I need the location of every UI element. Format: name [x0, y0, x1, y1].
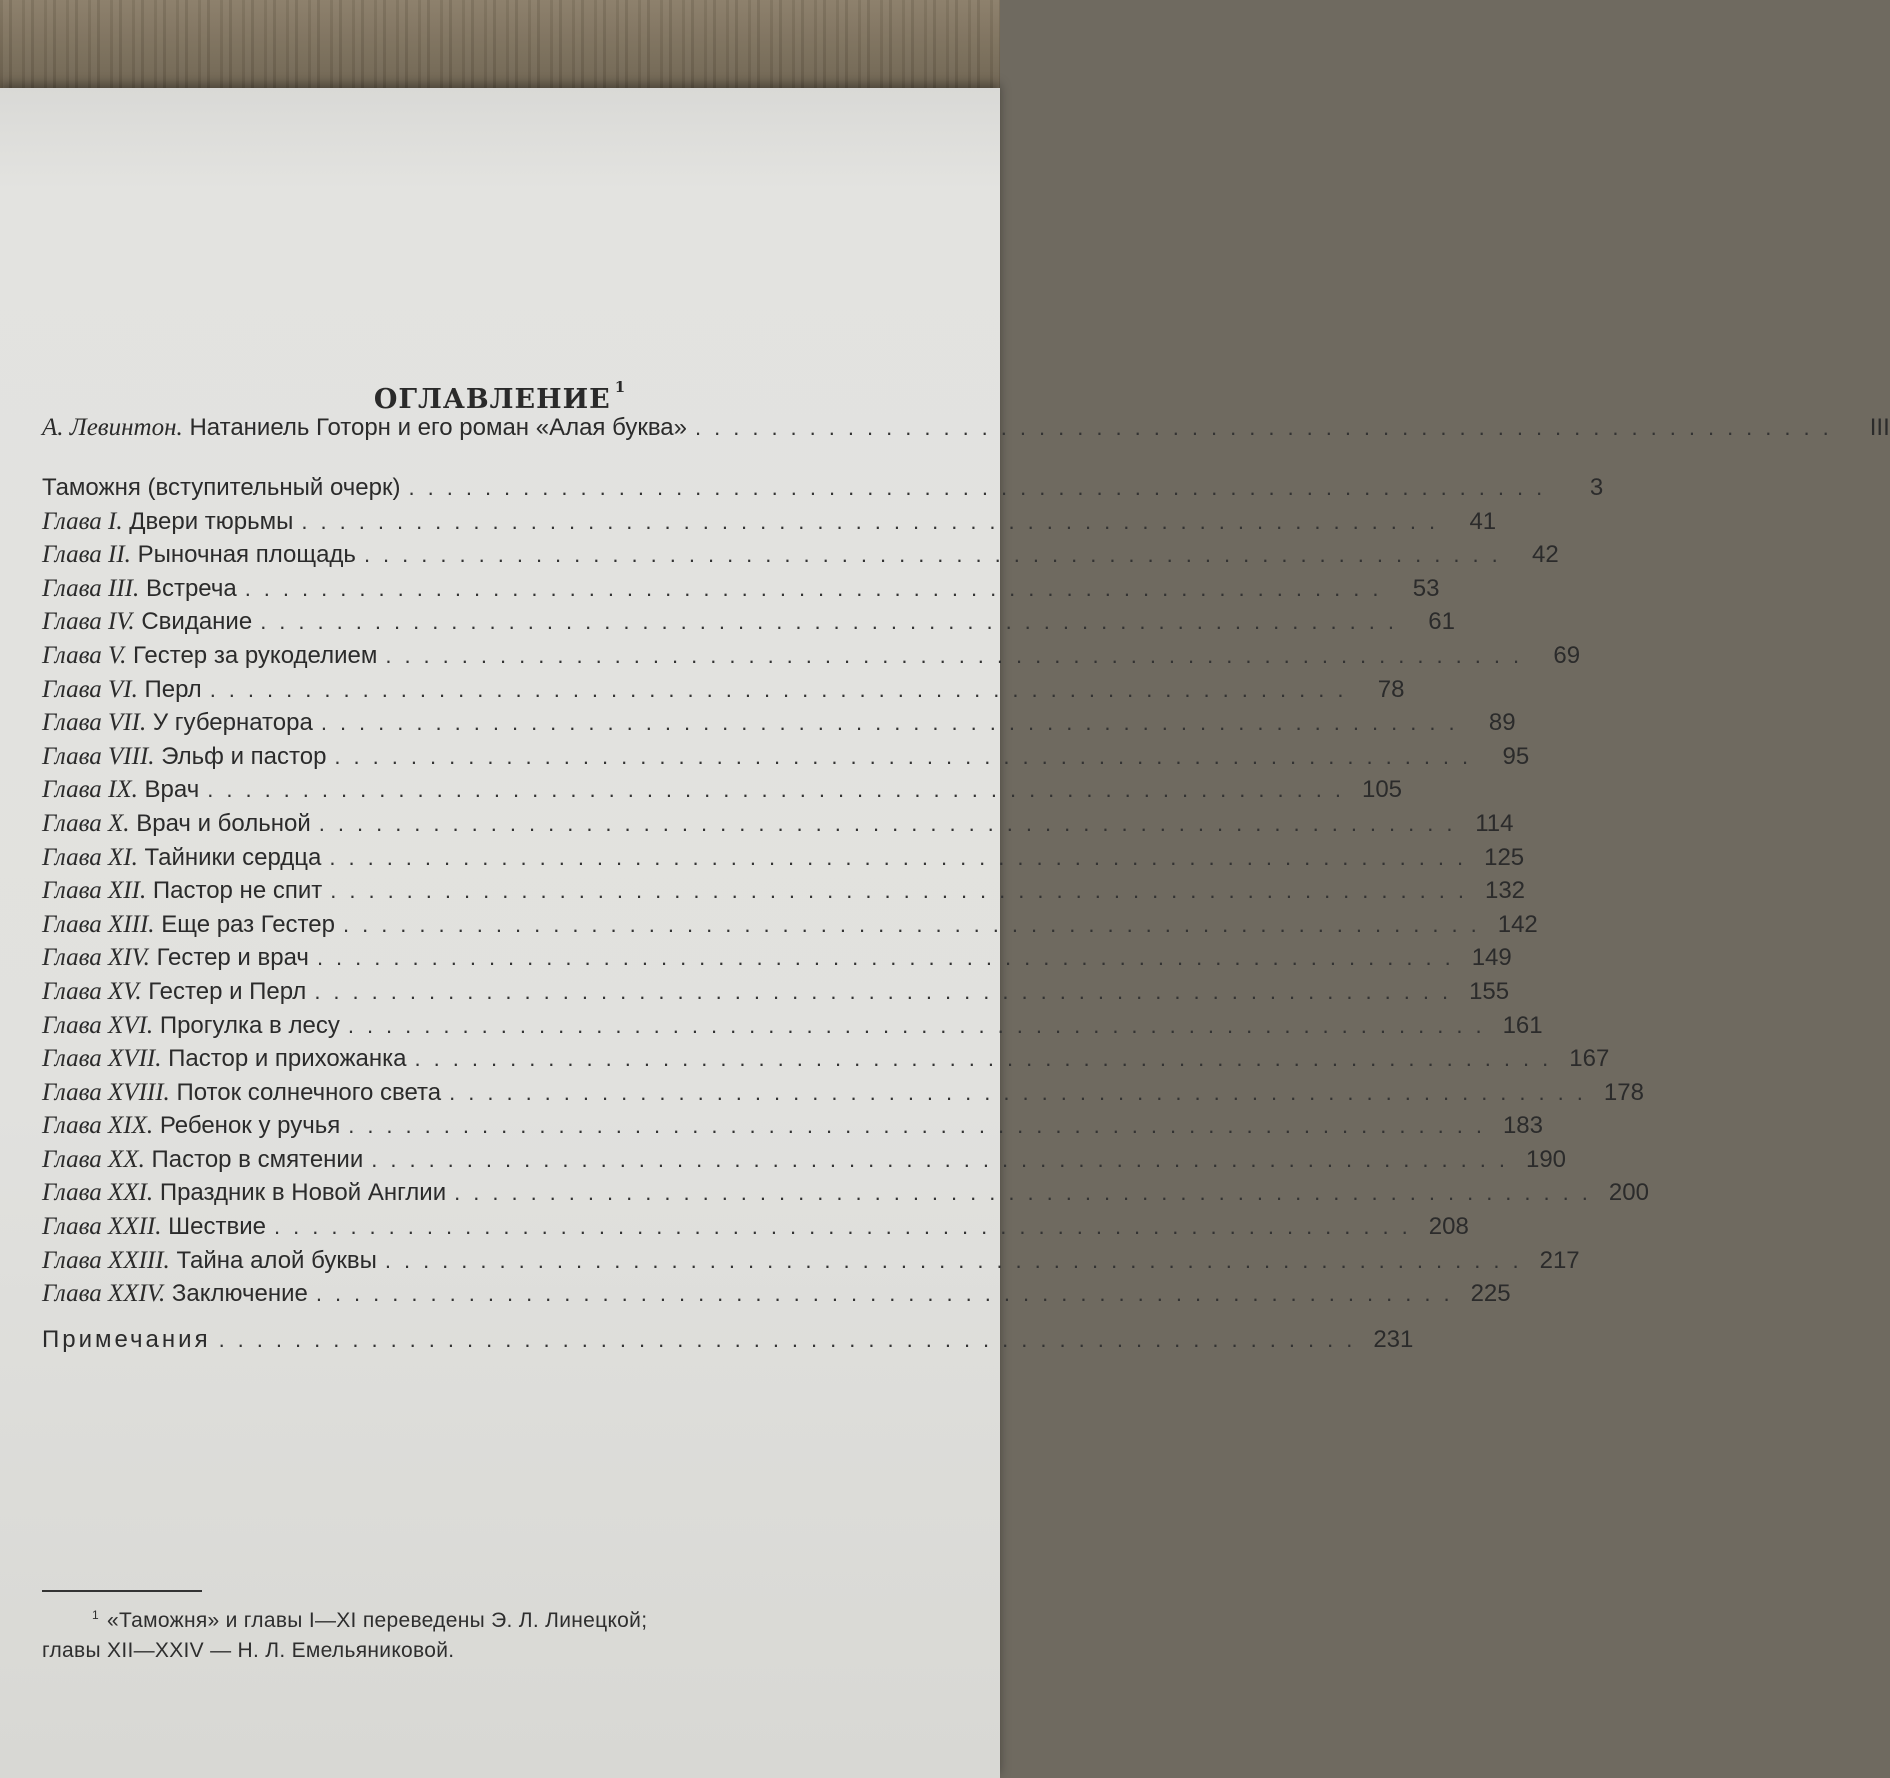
- toc-entry-label: [42, 1247, 377, 1275]
- leader-dots: ............................................................: [274, 1214, 1421, 1240]
- toc-entry-chapter-number: Глава XVIII.: [42, 1078, 170, 1106]
- toc-entry-row: [42, 843, 1525, 878]
- toc-entry-title: Праздник в Новой Англии: [159, 1179, 447, 1207]
- toc-entry-page: 132: [1484, 877, 1526, 905]
- leader-dots: ............................................................: [342, 911, 1490, 937]
- leader-dots: ............................................................: [244, 575, 1392, 601]
- leader-dots: ............................................................: [454, 1180, 1601, 1206]
- toc-entry-chapter-number: Глава V.: [42, 641, 127, 669]
- toc-entry-title: Пастор не спит: [152, 877, 323, 905]
- toc-entry-chapter-number: Глава XXI.: [42, 1179, 154, 1207]
- toc-intro-label: [42, 414, 687, 442]
- toc-entry-row: [42, 474, 1604, 508]
- toc-entry-row: [42, 675, 1405, 710]
- footnote-rule: [42, 1590, 202, 1592]
- toc-entry-chapter-number: Глава XII.: [42, 877, 147, 905]
- toc-entry-row: [42, 1078, 1644, 1113]
- toc-entry-row: [42, 507, 1497, 542]
- toc-entry-page: 217: [1539, 1246, 1580, 1274]
- leader-dots: ............................................................: [363, 542, 1511, 568]
- toc-entry-row: [42, 944, 1512, 978]
- toc-entry-title: Еще раз Гестер: [161, 910, 335, 938]
- toc-entry-row: [42, 641, 1581, 676]
- toc-entry-title: Перл: [144, 675, 202, 703]
- toc-entry-row: [42, 1112, 1543, 1146]
- toc-entry-label: [42, 474, 401, 502]
- leader-dots: ............................................................: [449, 1079, 1596, 1105]
- toc-entry-title: Гестер и врач: [156, 944, 309, 972]
- toc-entry-page: 183: [1502, 1112, 1543, 1140]
- toc-intro-author: А. Левинтон.: [42, 414, 183, 441]
- toc-entry-label: [42, 911, 335, 939]
- toc-entry-label: [42, 810, 311, 838]
- leader-dots: ............................................................: [207, 777, 1354, 803]
- toc-entry-chapter-number: Глава X.: [42, 809, 130, 837]
- toc-entry-row: [42, 1179, 1649, 1213]
- leader-dots: ............................................................: [301, 508, 1449, 534]
- leader-dots: ............................................................: [209, 676, 1357, 702]
- toc-entry-row: [42, 709, 1516, 743]
- toc-entry-row: [42, 1145, 1567, 1180]
- toc-entry-row: [42, 608, 1455, 642]
- toc-entry-chapter-number: Глава III.: [42, 574, 140, 602]
- toc-entry-row: [42, 809, 1514, 844]
- toc-entry-page: 142: [1497, 910, 1538, 938]
- toc-intro-title: Натаниель Готорн и его роман «Алая буква»: [189, 414, 687, 441]
- leader-dots: ............................................................: [408, 475, 1556, 500]
- toc-entry-chapter-number: Глава XVI.: [42, 1011, 154, 1039]
- toc-entry-page: 42: [1531, 541, 1559, 569]
- toc-entry-label: [42, 776, 199, 804]
- toc-entry-title: Заключение: [171, 1280, 308, 1308]
- toc-entry-chapter-number: Глава IV.: [42, 608, 135, 636]
- toc-entry-chapter-number: Глава XIII.: [42, 910, 155, 938]
- toc-entry-page: 225: [1470, 1280, 1511, 1308]
- leader-dots: ............................................................: [260, 609, 1407, 635]
- toc-entry-label: [42, 877, 322, 905]
- toc-intro-row: [42, 414, 1890, 462]
- toc-entry-row: [42, 1213, 1469, 1247]
- toc-entry-label: [42, 743, 326, 771]
- toc-entry-label: [42, 608, 252, 636]
- toc-entry-title: Прогулка в лесу: [159, 1011, 340, 1039]
- toc-notes-label: [42, 1326, 211, 1354]
- toc-entry-page: 190: [1525, 1145, 1567, 1173]
- leader-dots: ............................................................: [347, 1012, 1495, 1038]
- toc-entries: [42, 474, 1649, 1314]
- toc-entry-label: [42, 1045, 407, 1073]
- toc-notes-title: Примечания: [42, 1325, 211, 1353]
- toc-entry-page: 89: [1488, 709, 1516, 737]
- leader-dots: ............................................................: [348, 1113, 1495, 1139]
- footnote-marker: 1: [92, 1608, 99, 1622]
- toc-entry-label: [42, 1079, 441, 1107]
- toc-entry-label: [42, 541, 356, 569]
- toc-entry-title: Шествие: [168, 1213, 266, 1241]
- book-page: [0, 88, 1890, 1778]
- toc-entry-chapter-number: Глава XI.: [42, 843, 138, 871]
- toc-entry-page: 95: [1502, 742, 1530, 770]
- toc-entry-title: Тайна алой буквы: [176, 1246, 377, 1274]
- toc-entry-label: [42, 575, 237, 603]
- toc-entry-page: 3: [1589, 474, 1604, 501]
- toc-entry-chapter-number: Глава XIX.: [42, 1112, 154, 1140]
- toc-entry-page: 105: [1361, 776, 1403, 804]
- toc-entry-title: У губернатора: [152, 709, 313, 737]
- leader-dots: ............................................................: [371, 1146, 1518, 1172]
- leader-dots: ............................................................: [334, 743, 1482, 769]
- toc-entry-label: [42, 1179, 446, 1207]
- toc-entry-title: Таможня (вступительный очерк): [42, 474, 401, 501]
- toc-entry-page: 114: [1475, 809, 1514, 837]
- title-footnote-marker: 1: [614, 378, 627, 396]
- leader-dots: ............................................................: [316, 945, 1464, 971]
- leader-dots: ............................................................: [315, 1281, 1463, 1307]
- toc-entry-row: [42, 574, 1440, 609]
- toc-entry-title: Пастор и прихожанка: [168, 1045, 407, 1073]
- toc-entry-title: Встреча: [145, 574, 237, 602]
- footnote-text-1: «Таможня» и главы I—XI переведены Э. Л. Линецкой;: [106, 1609, 648, 1632]
- toc-entry-title: Свидание: [141, 608, 253, 636]
- leader-dots: ............................................................: [218, 1326, 1366, 1352]
- leader-dots: ............................................................: [414, 1046, 1562, 1072]
- toc-entry-chapter-number: Глава VIII.: [42, 742, 155, 770]
- toc-entry-chapter-number: Глава XXII.: [42, 1213, 162, 1241]
- toc-entry-chapter-number: Глава XV.: [42, 977, 142, 1005]
- toc-entry-chapter-number: Глава XVII.: [42, 1045, 162, 1073]
- toc-entry-row: [42, 742, 1530, 777]
- footnote-line-1: [42, 1600, 922, 1636]
- toc-entry-row: [42, 1280, 1511, 1314]
- toc-entry-chapter-number: Глава II.: [42, 541, 131, 569]
- toc-entry-chapter-number: Глава XXIV.: [42, 1280, 166, 1308]
- toc-notes-row: [42, 1325, 1414, 1360]
- toc-entry-title: Двери тюрьмы: [129, 507, 294, 535]
- toc-entry-label: [42, 508, 293, 536]
- toc-entry-label: [42, 1213, 266, 1241]
- toc-entry-page: 149: [1471, 944, 1512, 972]
- toc-entry-title: Рыночная площадь: [137, 541, 356, 569]
- toc-entry-page: 167: [1569, 1045, 1610, 1073]
- toc-entry-label: [42, 1112, 340, 1140]
- toc-entry-row: [42, 1011, 1543, 1046]
- toc-entry-label: [42, 709, 313, 737]
- toc-entry-row: [42, 910, 1538, 945]
- footnote: [42, 1600, 922, 1666]
- toc-entry-title: Ребенок у ручья: [159, 1112, 341, 1140]
- leader-dots: ............................................................: [384, 1247, 1532, 1273]
- toc-entry-row: [42, 977, 1510, 1012]
- toc-entry-row: [42, 541, 1559, 575]
- toc-entry-page: 155: [1469, 977, 1510, 1005]
- leader-dots: ............................................................: [330, 878, 1477, 904]
- toc-entry-page: 69: [1553, 641, 1581, 669]
- toc-entry-page: 178: [1603, 1078, 1644, 1106]
- toc-entry-title: Тайники сердца: [144, 843, 322, 871]
- toc-notes-page: 231: [1373, 1325, 1414, 1353]
- toc-entry-title: Гестер за рукоделием: [133, 641, 378, 669]
- leader-dots: ............................................................: [314, 978, 1462, 1004]
- toc-entry-label: [42, 844, 321, 872]
- toc-entry-page: 78: [1377, 675, 1405, 703]
- leader-dots: ............................................................: [320, 710, 1468, 736]
- toc-entry-page: 41: [1469, 507, 1497, 535]
- toc-entry-title: Эльф и пастор: [161, 742, 327, 770]
- toc-entry-title: Врач: [144, 776, 200, 804]
- toc-entry-title: Поток солнечного света: [176, 1078, 442, 1106]
- toc-entry-chapter-number: Глава VI.: [42, 675, 138, 703]
- toc-entry-page: 200: [1608, 1179, 1649, 1207]
- toc-entry-title: Пастор в смятении: [151, 1145, 364, 1173]
- toc-entry-label: [42, 676, 202, 704]
- toc-entry-label: [42, 978, 306, 1006]
- page-title: [0, 378, 1000, 415]
- toc-intro-page: III: [1869, 414, 1890, 441]
- title-text: ОГЛАВЛЕНИЕ: [373, 384, 611, 415]
- leader-dots: ............................................................: [318, 810, 1466, 836]
- toc-entry-page: 61: [1428, 608, 1455, 636]
- toc-entry-page: 53: [1412, 574, 1440, 602]
- toc-entry-page: 208: [1428, 1213, 1469, 1241]
- toc-entry-chapter-number: Глава IX.: [42, 776, 138, 804]
- toc-entry-title: Врач и больной: [136, 809, 311, 837]
- toc-entry-row: [42, 776, 1403, 810]
- toc-entry-title: Гестер и Перл: [148, 977, 307, 1005]
- toc-entry-label: [42, 944, 309, 972]
- leader-dots: ............................................................: [329, 844, 1477, 870]
- leader-dots: ............................................................: [385, 642, 1533, 668]
- footnote-line-2: главы XII—XXIV — Н. Л. Емельяниковой.: [42, 1639, 455, 1662]
- toc-entry-chapter-number: Глава XX.: [42, 1145, 145, 1173]
- toc-entry-row: [42, 1246, 1580, 1281]
- toc-entry-chapter-number: Глава XIV.: [42, 944, 150, 972]
- toc-entry-label: [42, 1146, 363, 1174]
- toc-entry-chapter-number: Глава I.: [42, 507, 123, 535]
- toc-entry-label: [42, 642, 377, 670]
- toc-entry-row: [42, 1045, 1610, 1079]
- leader-dots: ............................................................: [695, 415, 1842, 440]
- toc-entry-row: [42, 877, 1526, 911]
- toc-entry-chapter-number: Глава VII.: [42, 709, 147, 737]
- toc-entry-page: 161: [1502, 1011, 1543, 1039]
- toc-entry-label: [42, 1280, 308, 1308]
- toc-entry-label: [42, 1012, 340, 1040]
- table-of-contents: [42, 414, 1890, 1359]
- toc-entry-chapter-number: Глава XXIII.: [42, 1246, 170, 1274]
- toc-entry-page: 125: [1484, 843, 1525, 871]
